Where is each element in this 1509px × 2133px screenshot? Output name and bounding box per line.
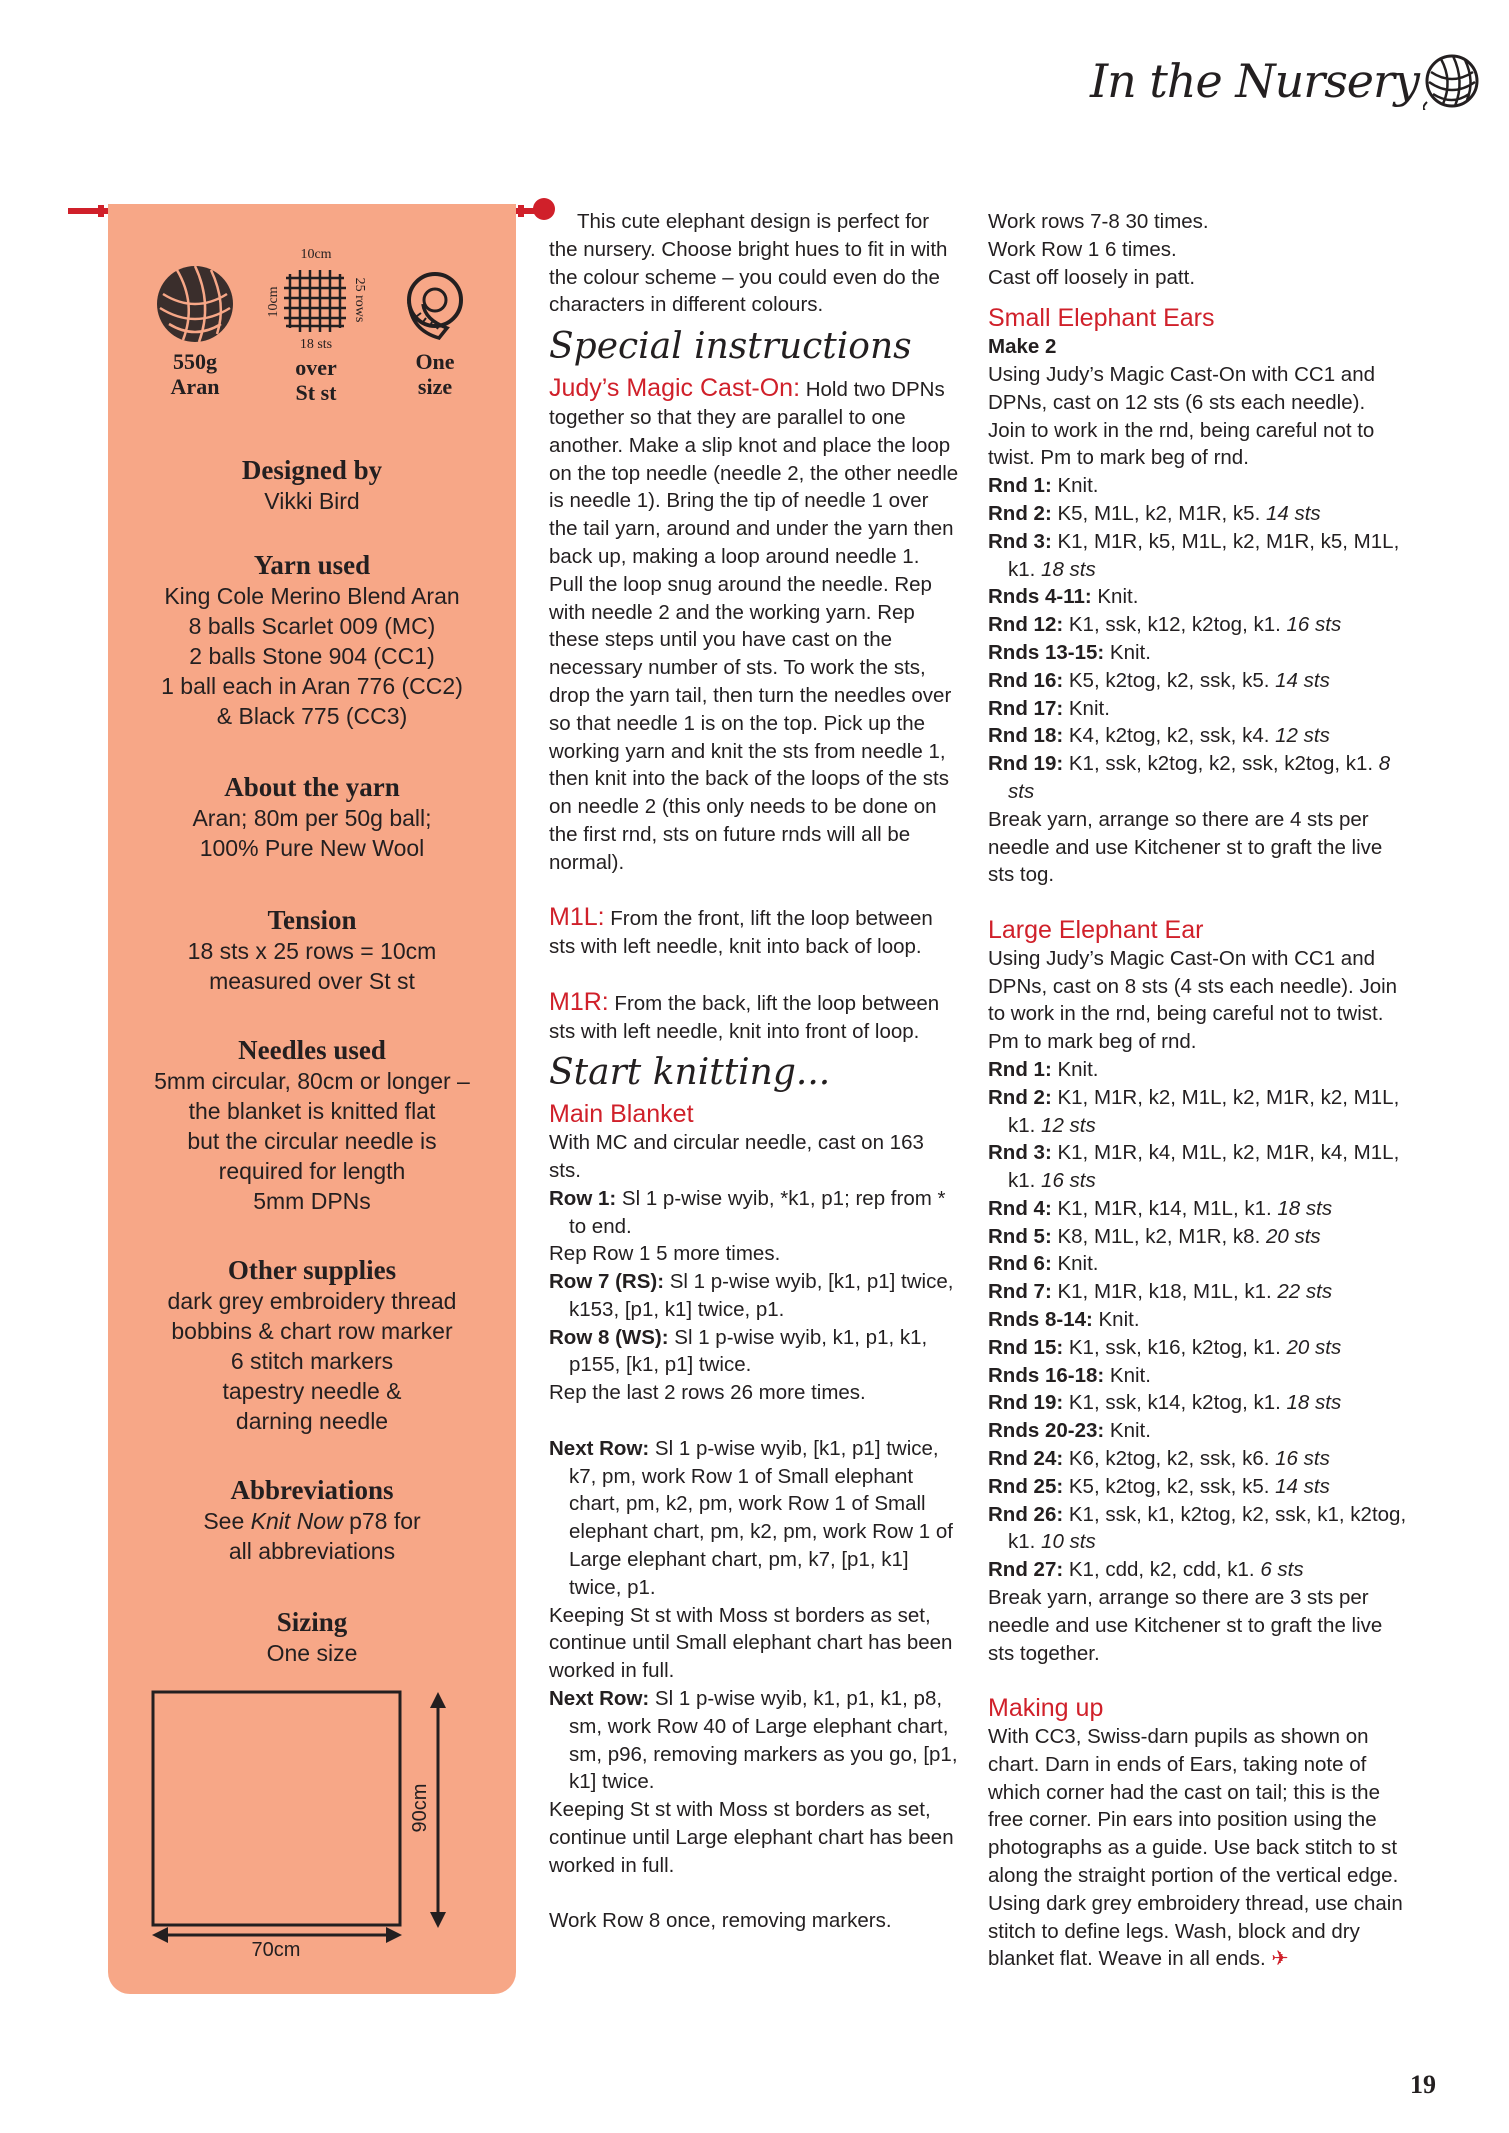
row-1: Row 1: Sl 1 p-wise wyib, *k1, p1; rep from * to end. (549, 1186, 946, 1238)
instructions-column-middle (549, 208, 959, 1935)
keep-st-1: Keeping St st with Moss st borders as set, continue until Small elephant chart has been worked in full. (549, 1603, 953, 1683)
large-ear-heading: Large Elephant Ear (988, 915, 1204, 944)
info-line: One size (266, 1640, 358, 1666)
yarn-type: Aran (170, 374, 220, 399)
round-line: Rnd 4: K1, M1R, k14, M1L, k1. 18 sts (988, 1196, 1333, 1220)
round-line: Rnds 4-11: Knit. (988, 585, 1139, 609)
round-line: Rnd 5: K8, M1L, k2, M1R, k8. 20 sts (988, 1224, 1321, 1248)
info-line: 100% Pure New Wool (199, 835, 425, 861)
size-info (380, 264, 490, 399)
section-heading: Yarn used (253, 550, 371, 580)
work-line: Work rows 7-8 30 times. (988, 210, 1209, 233)
instructions-column-right (988, 208, 1408, 1973)
gauge-left-label: 10cm (266, 286, 281, 318)
tension-section (108, 904, 516, 996)
round-line: Rnd 2: K1, M1R, k2, M1L, k2, M1R, k2, M1L, k1. 12 sts (988, 1085, 1400, 1137)
yarn-ball-icon (1423, 52, 1481, 110)
info-line: darning needle (235, 1408, 389, 1434)
abbreviations-section (108, 1474, 516, 1566)
keep-st-2: Keeping St st with Moss st borders as set, continue until Large elephant chart has been worked in full. (549, 1798, 954, 1877)
end-mark-icon: ✈ (1271, 1947, 1289, 1971)
info-line: required for length (218, 1158, 406, 1184)
round-line: Rnd 24: K6, k2tog, k2, ssk, k6. 16 sts (988, 1447, 1330, 1471)
row-8: Row 8 (WS): Sl 1 p-wise wyib, k1, p1, k1, p155, [k1, p1] twice. (549, 1325, 928, 1377)
designer-name: Vikki Bird (264, 488, 360, 514)
gauge-label-stst: St st (295, 380, 337, 405)
info-line: Aran; 80m per 50g ball; (192, 805, 432, 831)
gauge-grid-icon (254, 246, 378, 350)
small-ears-intro: Using Judy’s Magic Cast-On with CC1 and DPNs, cast on 12 sts (6 sts each needle). Join to work in the rnd, being careful not to twist. Pm to mark beg of rnd. (988, 362, 1375, 470)
round-line: Rnd 7: K1, M1R, k18, M1L, k1. 22 sts (988, 1280, 1333, 1304)
info-line: & Black 775 (CC3) (216, 703, 408, 729)
section-heading: Sizing (276, 1607, 348, 1637)
info-line: King Cole Merino Blend Aran (164, 583, 460, 609)
magazine-name: Knit Now (250, 1508, 343, 1534)
rep-last-rows: Rep the last 2 rows 26 more times. (549, 1381, 866, 1405)
blanket-outline (153, 1692, 400, 1925)
round-line: Rnd 1: Knit. (988, 474, 1099, 498)
section-heading: Needles used (238, 1035, 386, 1065)
round-line: Rnd 25: K5, k2tog, k2, ssk, k5. 14 sts (988, 1474, 1330, 1498)
make-2-label: Make 2 (988, 335, 1057, 359)
small-ears-heading: Small Elephant Ears (988, 304, 1215, 333)
making-up-heading: Making up (988, 1694, 1104, 1723)
m1l-paragraph: M1L: From the front, lift the loop between sts with left needle, knit into back of loop. (549, 903, 933, 959)
section-heading: Abbreviations (230, 1475, 394, 1505)
round-line: Rnds 20-23: Knit. (988, 1419, 1151, 1443)
yarn-used-section (108, 549, 516, 731)
magic-cast-on-title: Judy’s Magic Cast-On: (549, 374, 801, 403)
size-label-size: size (417, 374, 453, 399)
info-line: all abbreviations (228, 1538, 396, 1564)
info-line: See Knit Now p78 for (203, 1508, 421, 1534)
round-line: Rnd 27: K1, cdd, k2, cdd, k1. 6 sts (988, 1558, 1304, 1582)
info-line: bobbins & chart row marker (171, 1318, 453, 1344)
round-line: Rnd 3: K1, M1R, k5, M1L, k2, M1R, k5, M1L, k1. 18 sts (988, 529, 1400, 581)
gauge-rows-label: 25 rows (352, 277, 367, 323)
section-heading: Tension (267, 905, 357, 935)
next-row-1: Next Row: Sl 1 p-wise wyib, [k1, p1] twice, k7, pm, work Row 1 of Small elephant chart, pm, k2, pm, work Row 1 of Small elephant chart, pm, k2, pm, work Row 1 of Large elephant chart, pm, k7, [p1, k1] twice, p1. (549, 1436, 953, 1599)
size-label-one: One (415, 349, 455, 374)
round-line: Rnd 3: K1, M1R, k4, M1L, k2, M1R, k4, M1L, k1. 16 sts (988, 1141, 1400, 1193)
pattern-info-sidebar (108, 204, 516, 1994)
section-header (1090, 52, 1481, 110)
info-line: tapestry needle & (222, 1378, 402, 1404)
round-line: Rnds 8-14: Knit. (988, 1308, 1140, 1332)
round-line: Rnd 26: K1, ssk, k1, k2tog, k2, ssk, k1, k2tog, k1. 10 sts (988, 1502, 1407, 1554)
main-blanket-heading: Main Blanket (549, 1100, 694, 1129)
round-line: Rnd 2: K5, M1L, k2, M1R, k5. 14 sts (988, 501, 1321, 525)
large-ear-intro: Using Judy’s Magic Cast-On with CC1 and DPNs, cast on 8 sts (4 sts each needle). Join to work in the rnd, being careful not to twist. Pm to mark beg of rnd. (988, 946, 1398, 1054)
page-number: 19 (1410, 2070, 1436, 2099)
m1l-title: M1L: (549, 903, 605, 932)
round-line: Rnd 16: K5, k2tog, k2, ssk, k5. 14 sts (988, 668, 1330, 692)
intro-paragraph: This cute elephant design is perfect for the nursery. Choose bright hues to fit in with the colour scheme – you could even do the characters in different colours. (549, 210, 948, 317)
info-icons-row (108, 234, 516, 404)
magic-cast-on-paragraph: Judy’s Magic Cast-On: Hold two DPNs together so that they are parallel to one another. Make a slip knot and place the loop on the top needle (needle 2, the other needle is needle 1). Bring the tip of needle 1 over the tail yarn, around and under the yarn then back up, making a loop around needle 1. Pull the loop snug around the needle. Rep with needle 2 and the working yarn. Rep these steps until you have cast on the necessary number of sts. To work the sts, drop the yarn tail, then turn the needles over so that needle 1 is on the top. Pick up the working yarn and knit the sts from needle 1, then knit into the back of the loops of the sts on needle 2 (this only needs to be done on the first rnd, sts on future rnds will all be normal). (549, 374, 959, 874)
work-line: Cast off loosely in patt. (988, 265, 1196, 289)
section-heading: Other supplies (227, 1255, 397, 1285)
gauge-top-label: 10cm (300, 247, 332, 262)
rep-row-1: Rep Row 1 5 more times. (549, 1242, 781, 1266)
work-line: Work Row 1 6 times. (988, 237, 1177, 261)
yarn-weight: 550g (173, 349, 217, 374)
work-row-8-once: Work Row 8 once, removing markers. (549, 1909, 892, 1933)
designer-section (108, 454, 516, 516)
gauge-info (254, 246, 378, 405)
round-line: Rnd 19: K1, ssk, k2tog, k2, ssk, k2tog, k1. 8 sts (988, 752, 1391, 803)
tape-measure-icon (395, 264, 475, 344)
about-yarn-section (108, 771, 516, 863)
round-line: Rnd 18: K4, k2tog, k2, ssk, k4. 12 sts (988, 724, 1330, 748)
info-line: dark grey embroidery thread (167, 1288, 457, 1314)
info-line: 5mm circular, 80cm or longer – (154, 1068, 470, 1094)
sizing-section (108, 1606, 516, 1668)
info-line: measured over St st (209, 968, 415, 994)
next-row-2: Next Row: Sl 1 p-wise wyib, k1, p1, k1, p8, sm, work Row 40 of Large elephant chart, sm, p96, removing markers as you go, [p1, k1] twice. (549, 1687, 958, 1794)
round-line: Rnd 6: Knit. (988, 1252, 1099, 1276)
making-up-text: With CC3, Swiss-darn pupils as shown on chart. Darn in ends of Ears, taking note of which corner had the cast on tail; this is the free corner. Pin ears into position using the photographs as a guide. Use back stitch to st along the straight portion of the vertical edge. Using dark grey embroidery thread, use chain stitch to define legs. Wash, block and dry blanket flat. Weave in all ends. ✈ (988, 1725, 1403, 1971)
m1r-paragraph: M1R: From the back, lift the loop between sts with left needle, knit into front of loop. (549, 987, 940, 1043)
gauge-sts-label: 18 sts (299, 337, 333, 350)
round-line: Rnd 17: Knit. (988, 696, 1110, 720)
width-label: 70cm (251, 1939, 301, 1957)
info-line: 6 stitch markers (230, 1348, 394, 1374)
large-ear-finish: Break yarn, arrange so there are 3 sts per needle and use Kitchener st to graft the live sts together. (988, 1586, 1383, 1665)
small-ears-finish: Break yarn, arrange so there are 4 sts per needle and use Kitchener st to graft the live sts tog. (988, 807, 1383, 887)
yarn-ball-icon (155, 264, 235, 344)
yarn-info (140, 264, 250, 399)
gauge-label-over: over (295, 355, 337, 380)
special-instructions-heading: Special instructions (549, 326, 912, 368)
info-line: 1 ball each in Aran 776 (CC2) (161, 673, 463, 699)
round-line: Rnd 19: K1, ssk, k14, k2tog, k1. 18 sts (988, 1391, 1342, 1415)
round-line: Rnd 15: K1, ssk, k16, k2tog, k1. 20 sts (988, 1335, 1342, 1359)
info-line: but the circular needle is (187, 1128, 437, 1154)
other-supplies-section (108, 1254, 516, 1436)
round-line: Rnd 1: Knit. (988, 1057, 1099, 1081)
main-intro: With MC and circular needle, cast on 163 sts. (549, 1131, 924, 1182)
round-line: Rnds 13-15: Knit. (988, 640, 1151, 664)
height-label: 90cm (409, 1783, 431, 1833)
section-heading: Designed by (241, 455, 383, 485)
row-7: Row 7 (RS): Sl 1 p-wise wyib, [k1, p1] twice, k153, [p1, k1] twice, p1. (549, 1270, 954, 1321)
blanket-size-diagram (148, 1688, 454, 1957)
info-line: 2 balls Stone 904 (CC1) (189, 643, 435, 669)
round-line: Rnd 12: K1, ssk, k12, k2tog, k1. 16 sts (988, 613, 1342, 637)
info-line: the blanket is knitted flat (188, 1098, 436, 1124)
section-title: In the Nursery (1089, 54, 1419, 108)
m1r-title: M1R: (549, 987, 609, 1016)
needles-section (108, 1034, 516, 1216)
info-line: 5mm DPNs (253, 1188, 371, 1214)
info-line: 18 sts x 25 rows = 10cm (187, 938, 437, 964)
start-knitting-heading: Start knitting... (549, 1052, 831, 1094)
round-line: Rnds 16-18: Knit. (988, 1363, 1151, 1387)
info-line: 8 balls Scarlet 009 (MC) (188, 613, 436, 639)
section-heading: About the yarn (224, 772, 400, 802)
